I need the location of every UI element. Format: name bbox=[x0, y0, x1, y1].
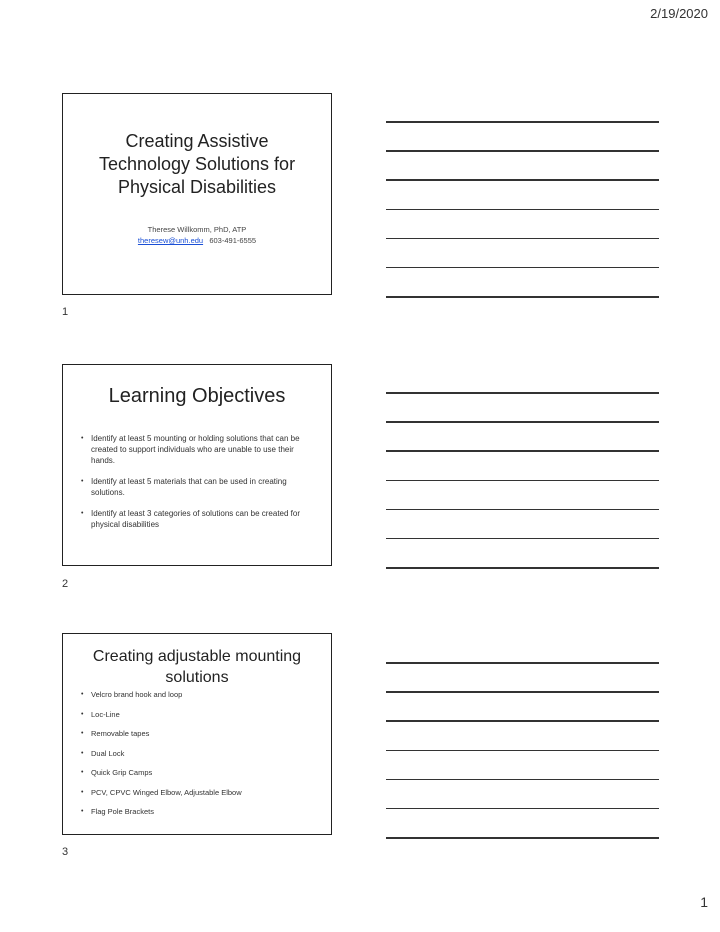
slide-1-author: Therese Willkomm, PhD, ATP bbox=[147, 225, 247, 234]
slide-3-bullets bbox=[81, 690, 321, 827]
slide-2-title: Learning Objectives bbox=[108, 385, 286, 407]
note-line bbox=[386, 421, 659, 423]
notes-lines-2 bbox=[386, 392, 659, 596]
note-line bbox=[386, 720, 659, 722]
note-line bbox=[386, 808, 659, 810]
note-line bbox=[386, 179, 659, 181]
slide-3-number: 3 bbox=[62, 846, 69, 858]
note-line bbox=[386, 691, 659, 693]
note-line bbox=[386, 238, 659, 240]
slide-2-bullets bbox=[81, 433, 313, 540]
list-item: • Identify at least 5 mounting or holding solutions that can be created to support individuals who are unable to use their hands. bbox=[81, 433, 313, 466]
slide-1-title: Creating Assistive Technology Solutions for Physical Disabilities bbox=[98, 131, 296, 197]
list-item: • Dual Lock bbox=[81, 749, 321, 759]
list-item: • Flag Pole Brackets bbox=[81, 807, 321, 817]
list-item: • Removable tapes bbox=[81, 729, 321, 739]
note-line bbox=[386, 480, 659, 482]
slide-2 bbox=[62, 364, 332, 566]
note-line bbox=[386, 779, 659, 781]
note-line bbox=[386, 567, 659, 569]
slide-1-contact bbox=[63, 236, 331, 245]
email-link[interactable]: theresew@unh.edu bbox=[137, 236, 204, 245]
page-number: 1 bbox=[700, 894, 708, 910]
notes-lines-3 bbox=[386, 662, 659, 866]
note-line bbox=[386, 837, 659, 839]
note-line bbox=[386, 267, 659, 269]
list-item: • Quick Grip Camps bbox=[81, 768, 321, 778]
slide-1-number: 1 bbox=[62, 306, 69, 318]
note-line bbox=[386, 121, 659, 123]
phone-number: 603-491-6555 bbox=[209, 236, 257, 245]
list-item: • Velcro brand hook and loop bbox=[81, 690, 321, 700]
slide-3 bbox=[62, 633, 332, 835]
note-line bbox=[386, 450, 659, 452]
note-line bbox=[386, 662, 659, 664]
note-line bbox=[386, 296, 659, 298]
list-item: • PCV, CPVC Winged Elbow, Adjustable Elbow bbox=[81, 788, 321, 798]
slide-1 bbox=[62, 93, 332, 295]
note-line bbox=[386, 209, 659, 211]
note-line bbox=[386, 750, 659, 752]
list-item: • Loc-Line bbox=[81, 710, 321, 720]
note-line bbox=[386, 150, 659, 152]
note-line bbox=[386, 392, 659, 394]
list-item: • Identify at least 5 materials that can be used in creating solutions. bbox=[81, 476, 313, 498]
note-line bbox=[386, 538, 659, 540]
header-date: 2/19/2020 bbox=[650, 6, 708, 21]
list-item: • Identify at least 3 categories of solutions can be created for physical disabilities bbox=[81, 508, 313, 530]
note-line bbox=[386, 509, 659, 511]
notes-lines-1 bbox=[386, 121, 659, 325]
slide-2-number: 2 bbox=[62, 578, 69, 590]
slide-3-title: Creating adjustable mounting solutions bbox=[92, 648, 302, 686]
